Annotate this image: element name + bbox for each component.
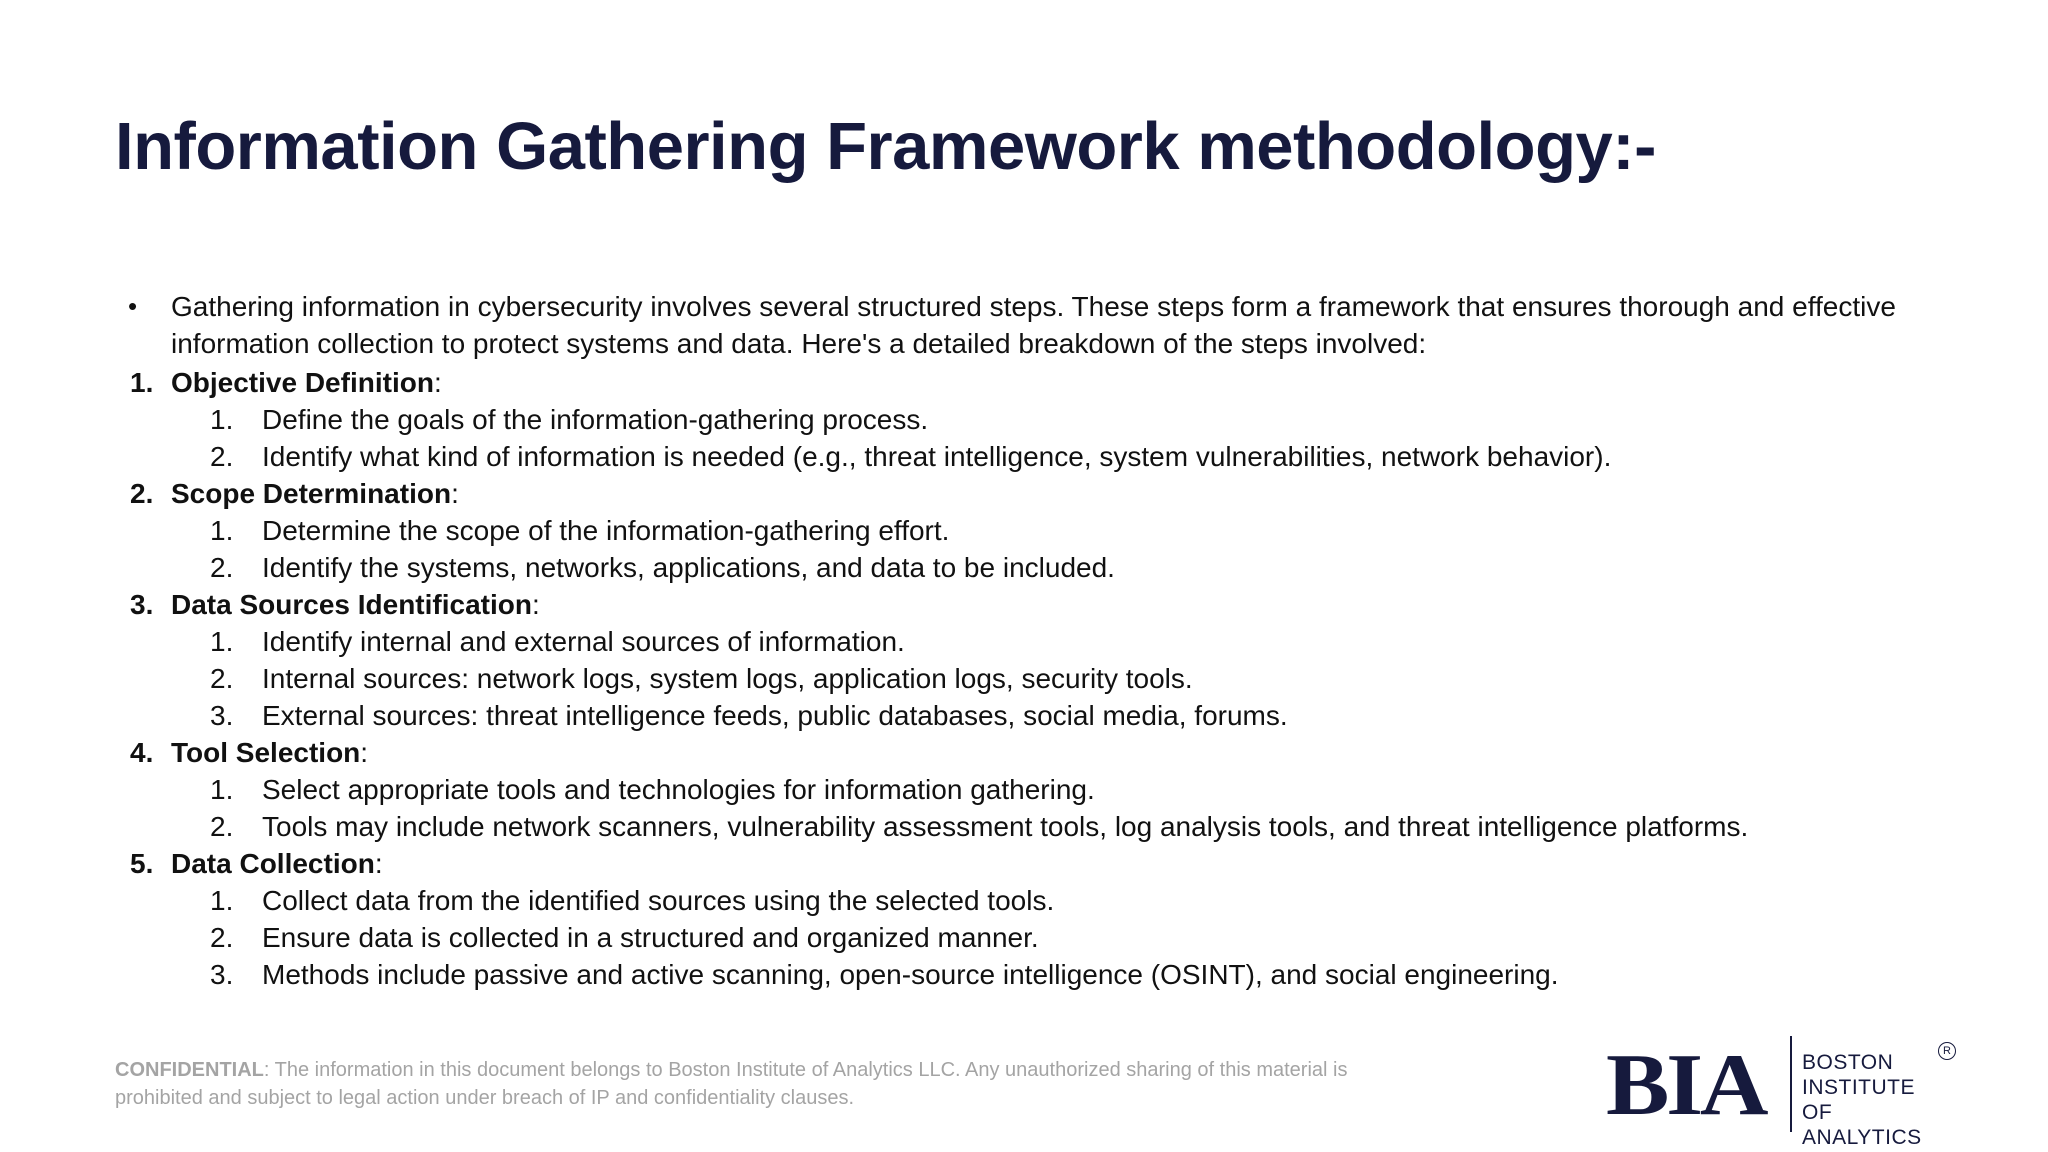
bullet-icon: • bbox=[128, 291, 138, 321]
logo-line-1: BOSTON bbox=[1802, 1051, 1894, 1074]
sub-item-text: Methods include passive and active scanning, open-source intelligence (OSINT), and social engineering. bbox=[262, 959, 1559, 990]
step-item bbox=[128, 734, 1948, 771]
step-item bbox=[128, 475, 1948, 512]
step-number: 4. bbox=[130, 737, 154, 768]
step-item bbox=[128, 586, 1948, 623]
logo-divider bbox=[1790, 1036, 1792, 1132]
sub-item bbox=[128, 660, 1948, 697]
sub-item bbox=[128, 401, 1948, 438]
bia-logo bbox=[1606, 1036, 1951, 1149]
step-colon: : bbox=[433, 367, 442, 398]
step-colon: : bbox=[451, 478, 459, 509]
sub-item-text: Ensure data is collected in a structured and organized manner. bbox=[262, 922, 1039, 953]
sub-item-text: Identify internal and external sources of information. bbox=[262, 626, 905, 657]
sub-item-number: 1. bbox=[210, 404, 234, 435]
sub-item-text: Tools may include network scanners, vulnerability assessment tools, log analysis tools, and threat intelligence platforms. bbox=[262, 811, 1749, 842]
sub-item-number: 2. bbox=[210, 441, 234, 472]
sub-item-text: Internal sources: network logs, system logs, application logs, security tools. bbox=[262, 663, 1193, 694]
step-title: Data Collection bbox=[171, 848, 375, 879]
step-number: 5. bbox=[130, 848, 154, 879]
sub-item-text: Identify what kind of information is needed (e.g., threat intelligence, system vulnerabilities, network behavior). bbox=[262, 441, 1612, 472]
logo-line-2: INSTITUTE OF bbox=[1802, 1076, 1915, 1124]
sub-item bbox=[128, 697, 1948, 734]
sub-item bbox=[128, 771, 1948, 808]
sub-item-number: 2. bbox=[210, 663, 234, 694]
sub-item-number: 2. bbox=[210, 922, 234, 953]
step-number: 2. bbox=[130, 478, 154, 509]
sub-item bbox=[128, 882, 1948, 919]
sub-item-number: 3. bbox=[210, 959, 234, 990]
logo-mark: BIA bbox=[1606, 1037, 1766, 1134]
step-title: Tool Selection bbox=[171, 737, 361, 768]
registered-mark-icon: R bbox=[1938, 1042, 1956, 1060]
slide-title: Information Gathering Framework methodology:- bbox=[115, 109, 1656, 184]
step-title: Scope Determination bbox=[171, 478, 452, 509]
sub-item bbox=[128, 438, 1948, 475]
sub-item-text: Collect data from the identified sources using the selected tools. bbox=[262, 885, 1055, 916]
sub-item-text: Determine the scope of the information-gathering effort. bbox=[262, 515, 950, 546]
sub-item-number: 1. bbox=[210, 626, 234, 657]
logo-line-3: ANALYTICS bbox=[1802, 1126, 1922, 1149]
sub-item bbox=[128, 919, 1948, 956]
intro-bullet bbox=[128, 288, 1948, 362]
step-colon: : bbox=[531, 589, 540, 620]
intro-text: Gathering information in cybersecurity involves several structured steps. These steps form a framework that ensures thorough and effective information collection to protect systems and data. Here's a detailed breakdown of the steps involved: bbox=[171, 291, 1896, 359]
step-number: 3. bbox=[130, 589, 154, 620]
step-item bbox=[128, 845, 1948, 882]
sub-item-number: 1. bbox=[210, 774, 234, 805]
sub-item bbox=[128, 623, 1948, 660]
sub-item bbox=[128, 808, 1948, 845]
steps-list bbox=[128, 364, 1948, 993]
confidential-label: CONFIDENTIAL bbox=[115, 1059, 264, 1081]
step-colon: : bbox=[374, 848, 383, 879]
sub-item-text: External sources: threat intelligence feeds, public databases, social media, forums. bbox=[262, 700, 1288, 731]
logo-wordmark bbox=[1802, 1050, 1946, 1150]
sub-item-text: Identify the systems, networks, applications, and data to be included. bbox=[262, 552, 1115, 583]
step-colon: : bbox=[360, 737, 369, 768]
sub-item-number: 2. bbox=[210, 811, 234, 842]
sub-item bbox=[128, 956, 1948, 993]
step-number: 1. bbox=[130, 367, 154, 398]
step-title: Data Sources Identification bbox=[171, 589, 532, 620]
sub-item-number: 1. bbox=[210, 885, 234, 916]
confidential-text: : The information in this document belongs to Boston Institute of Analytics LLC. Any unauthorized sharing of this material is prohibited and subject to legal action under breach of IP and confidentiality clauses. bbox=[115, 1059, 1348, 1109]
step-item bbox=[128, 364, 1948, 401]
sub-item-text: Select appropriate tools and technologies for information gathering. bbox=[262, 774, 1095, 805]
sub-item-number: 3. bbox=[210, 700, 234, 731]
sub-item-number: 2. bbox=[210, 552, 234, 583]
step-title: Objective Definition bbox=[171, 367, 434, 398]
sub-item bbox=[128, 512, 1948, 549]
confidential-notice bbox=[115, 1056, 1395, 1112]
slide-body bbox=[128, 288, 1948, 993]
sub-item-text: Define the goals of the information-gathering process. bbox=[262, 404, 929, 435]
sub-item-number: 1. bbox=[210, 515, 234, 546]
sub-item bbox=[128, 549, 1948, 586]
